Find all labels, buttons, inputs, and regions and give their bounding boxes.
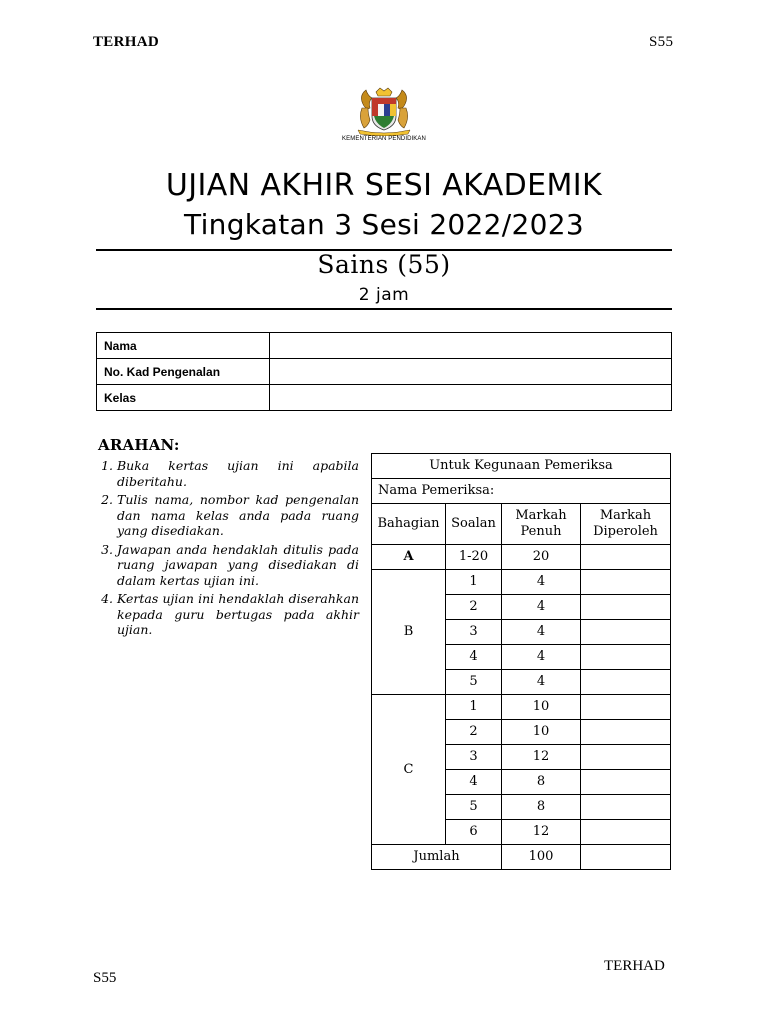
exam-subtitle: Tingkatan 3 Sesi 2022/2023 — [184, 208, 584, 241]
instruction-item: 2. Tulis nama, nombor kad pengenalan dan nama kelas anda pada ruang yang disediakan. — [117, 492, 359, 539]
section-a-score-field[interactable] — [581, 545, 671, 570]
title-divider-bottom — [96, 308, 672, 310]
score-field[interactable] — [581, 695, 671, 720]
score-field[interactable] — [581, 595, 671, 620]
question-number: 5 — [446, 795, 502, 820]
score-field[interactable] — [581, 820, 671, 845]
table-row — [372, 570, 671, 595]
full-marks: 4 — [502, 670, 581, 695]
section-b-label: B — [372, 570, 446, 695]
question-number: 4 — [446, 645, 502, 670]
ministry-crest-icon — [348, 86, 420, 136]
student-identity-table — [96, 332, 672, 411]
subject-title: Sains (55) — [317, 250, 451, 279]
instruction-item: 3. Jawapan anda hendaklah ditulis pada ruang jawapan yang disediakan di dalam kertas ujian ini. — [117, 542, 359, 589]
identity-label: Nama — [97, 333, 270, 359]
exam-duration: 2 jam — [358, 285, 410, 305]
total-label: Jumlah — [372, 845, 502, 870]
question-number: 5 — [446, 670, 502, 695]
identity-label: No. Kad Pengenalan — [97, 359, 270, 385]
identity-row — [97, 385, 672, 411]
identity-row — [97, 359, 672, 385]
full-marks: 12 — [502, 745, 581, 770]
score-field[interactable] — [581, 620, 671, 645]
full-marks: 12 — [502, 820, 581, 845]
question-number: 1 — [446, 570, 502, 595]
section-a-markah: 20 — [502, 545, 581, 570]
ministry-caption: KEMENTERIAN PENDIDIKAN — [342, 136, 426, 142]
section-a-label: A — [372, 545, 446, 570]
table-row — [372, 545, 671, 570]
examiner-marks-table — [371, 453, 671, 870]
score-field[interactable] — [581, 795, 671, 820]
instructions-heading: ARAHAN: — [98, 436, 180, 454]
score-field[interactable] — [581, 670, 671, 695]
instruction-item: 1. Buka kertas ujian ini apabila diberitahu. — [117, 458, 359, 489]
score-field[interactable] — [581, 570, 671, 595]
header-paper-code: S55 — [649, 34, 674, 50]
examiner-table-title: Untuk Kegunaan Pemeriksa — [372, 454, 671, 479]
score-field[interactable] — [581, 745, 671, 770]
header-markah-diperoleh: Markah Diperoleh — [581, 504, 671, 545]
score-field[interactable] — [581, 645, 671, 670]
score-field[interactable] — [581, 770, 671, 795]
header-soalan: Soalan — [446, 504, 502, 545]
full-marks: 8 — [502, 770, 581, 795]
total-row — [372, 845, 671, 870]
question-number: 2 — [446, 595, 502, 620]
instruction-item: 4. Kertas ujian ini hendaklah diserahkan kepada guru bertugas pada akhir ujian. — [117, 591, 359, 638]
section-a-soalan: 1-20 — [446, 545, 502, 570]
class-field[interactable] — [270, 385, 672, 411]
header-bahagian: Bahagian — [372, 504, 446, 545]
footer-paper-code: S55 — [93, 970, 117, 986]
examiner-name-field[interactable]: Nama Pemeriksa: — [372, 479, 671, 504]
question-number: 3 — [446, 745, 502, 770]
name-field[interactable] — [270, 333, 672, 359]
identity-row — [97, 333, 672, 359]
full-marks: 4 — [502, 645, 581, 670]
full-marks: 8 — [502, 795, 581, 820]
question-number: 3 — [446, 620, 502, 645]
exam-title: UJIAN AKHIR SESI AKADEMIK — [165, 168, 603, 203]
question-number: 1 — [446, 695, 502, 720]
ic-number-field[interactable] — [270, 359, 672, 385]
question-number: 2 — [446, 720, 502, 745]
header-classification: TERHAD — [93, 34, 159, 50]
total-full-marks: 100 — [502, 845, 581, 870]
instructions-list — [100, 458, 359, 641]
header-markah-penuh: Markah Penuh — [502, 504, 581, 545]
question-number: 4 — [446, 770, 502, 795]
score-field[interactable] — [581, 720, 671, 745]
full-marks: 10 — [502, 720, 581, 745]
table-row — [372, 695, 671, 720]
full-marks: 4 — [502, 595, 581, 620]
full-marks: 10 — [502, 695, 581, 720]
footer-classification: TERHAD — [604, 958, 665, 974]
question-number: 6 — [446, 820, 502, 845]
full-marks: 4 — [502, 620, 581, 645]
identity-label: Kelas — [97, 385, 270, 411]
total-score-field[interactable] — [581, 845, 671, 870]
full-marks: 4 — [502, 570, 581, 595]
section-c-label: C — [372, 695, 446, 845]
